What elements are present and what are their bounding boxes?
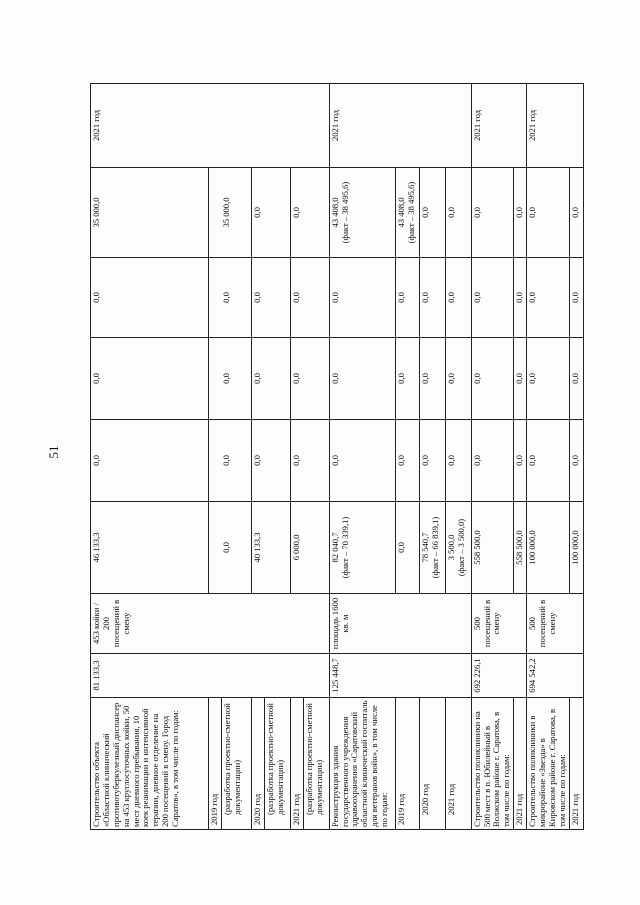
total-value: 40 133,3 [251,502,290,594]
year-note: (разработка проектно-сметной документации) [264,698,290,830]
object-title: Строительство объекта «Областной клинический противотуберкулезный диспансер на 453 круглосуточных койки, 50 мест дневного пребывания, 10 коек реанимации и интенсивной терапии, дневное отделение на 200 посещений в смену. Город Саратов», в том числе по годам: [91,698,209,830]
value-cell: 0,0 [569,258,583,338]
value-cell [209,258,222,338]
value-cell: 0,0 [251,338,290,420]
value-cell: 0,0 [419,258,445,338]
value-cell: 0,0 [471,168,514,258]
table-row [395,84,419,830]
total-amount: 78 540,7 [419,532,430,563]
table-row [290,84,303,830]
completion-year: 2021 год [471,84,526,168]
total-value: 100 000,0 [569,502,583,594]
value-cell: 0,0 [471,420,514,502]
value-cell: 0,0 [419,420,445,502]
value-cell: 0,0 [527,258,570,338]
object-title: Строительство поликлиники на 500 мест в п. Юбилейный в Волжском районе г. Саратова, в том числе по годам: [471,698,514,830]
value-cell: 0,0 [419,338,445,420]
table-row [419,84,445,830]
table-row [569,84,583,830]
value-cell: 0,0 [395,420,419,502]
value-cell: 35 000,0 [221,168,251,258]
value-cell: 0,0 [471,338,514,420]
value-cell: 0,0 [290,168,329,258]
value-cell: 0,0 [445,168,471,258]
value-cell: 0,0 [91,420,209,502]
value-cell: 0,0 [290,420,329,502]
table-row [329,84,395,830]
page-number: 51 [46,445,61,459]
value-cell: 0,0 [251,168,290,258]
estimated-cost: 125 448,7 [329,654,471,698]
table-row [91,84,209,830]
table-row [471,84,514,830]
year-note: (разработка проектно-сметной документации) [221,698,251,830]
total-value: 0,0 [221,502,251,594]
object-title: Строительство поликлиники в микрорайоне «Звезда» в Кировском районе г. Саратова, в том числе по годам: [527,698,570,830]
value-cell: 0,0 [569,338,583,420]
value-cell: 0,0 [527,338,570,420]
value-cell: 0,0 [514,258,527,338]
completion-year: 2021 год [91,84,330,168]
value-cell: 0,0 [514,420,527,502]
value-cell [209,420,222,502]
value-cell: 35 000,0 [91,168,209,258]
estimated-cost: 81 133,3 [91,654,330,698]
year-label: 2020 год [419,698,445,830]
total-value [419,502,445,594]
total-value: 558 500,0 [471,502,514,594]
total-value: 46 133,3 [91,502,209,594]
table-row [527,84,570,830]
rotated-page-content [90,84,580,830]
value-cell: 0,0 [329,258,395,338]
value-amount: 43 408,0 [395,197,406,228]
value-cell: 0,0 [445,420,471,502]
year-label: 2021 год [290,698,303,830]
rotated-table-container [90,84,580,830]
value-cell: 0,0 [329,420,395,502]
value-cell: 0,0 [445,338,471,420]
table-row [251,84,264,830]
estimated-cost: 692 226,1 [471,654,526,698]
value-cell: 0,0 [395,338,419,420]
year-label: 2019 год [395,698,419,830]
completion-year: 2021 год [527,84,584,168]
total-value: 6 000,0 [290,502,329,594]
capacity: площадь 1600 кв. м [329,594,471,654]
total-amount: 82 040,7 [329,532,340,563]
table-row [445,84,471,830]
value-cell: 0,0 [329,338,395,420]
value-cell [395,168,419,258]
estimated-cost: 694 542,2 [527,654,584,698]
year-label: 2021 год [514,698,527,830]
value-cell: 0,0 [527,168,570,258]
value-cell: 0,0 [514,168,527,258]
capacity: 500 посещений в смену [527,594,584,654]
investment-table [90,83,584,830]
total-value [445,502,471,594]
total-value [209,502,222,594]
object-title: Реконструкция здания государственного учреждения здравоохранения «Саратовский областной клинический госпиталь для ветеранов войн», в том числе по годам: [329,698,395,830]
value-cell: 0,0 [569,168,583,258]
value-cell: 0,0 [221,420,251,502]
value-cell: 0,0 [395,258,419,338]
value-amount: 43 408,0 [329,197,340,228]
value-cell [329,168,395,258]
total-value: 0,0 [395,502,419,594]
year-label: 2019 год [209,698,222,830]
total-value: 558 500,0 [514,502,527,594]
table-row [209,84,222,830]
value-fact: (факт – 38 495,6) [405,181,416,244]
value-cell: 0,0 [290,338,329,420]
value-cell: 0,0 [251,258,290,338]
value-cell: 0,0 [221,258,251,338]
year-label: 2020 год [251,698,264,830]
capacity: 453 койки / 200 посещений в смену [91,594,330,654]
year-note: (разработка проектно-сметной документации) [303,698,329,830]
total-value [329,502,395,594]
table-row [514,84,527,830]
total-fact: (факт – 70 339,1) [339,516,350,579]
capacity: 500 посещений в смену [471,594,526,654]
total-amount: 3 500,0 [445,534,456,561]
value-cell: 0,0 [419,168,445,258]
table-row [221,84,251,830]
value-cell: 0,0 [527,420,570,502]
year-label: 2021 год [445,698,471,830]
total-fact: (факт – 66 839,1) [429,516,440,579]
value-cell [209,168,222,258]
value-cell: 0,0 [514,338,527,420]
value-cell [209,338,222,420]
value-cell: 0,0 [471,258,514,338]
value-cell: 0,0 [221,338,251,420]
value-cell: 0,0 [91,258,209,338]
value-fact: (факт – 38 495,6) [339,181,350,244]
total-value: 100 000,0 [527,502,570,594]
completion-year: 2021 год [329,84,471,168]
year-label: 2021 год [569,698,583,830]
value-cell: 0,0 [569,420,583,502]
value-cell: 0,0 [290,258,329,338]
value-cell: 0,0 [251,420,290,502]
total-fact: (факт – 3 500,0) [455,518,466,577]
value-cell: 0,0 [445,258,471,338]
value-cell: 0,0 [91,338,209,420]
